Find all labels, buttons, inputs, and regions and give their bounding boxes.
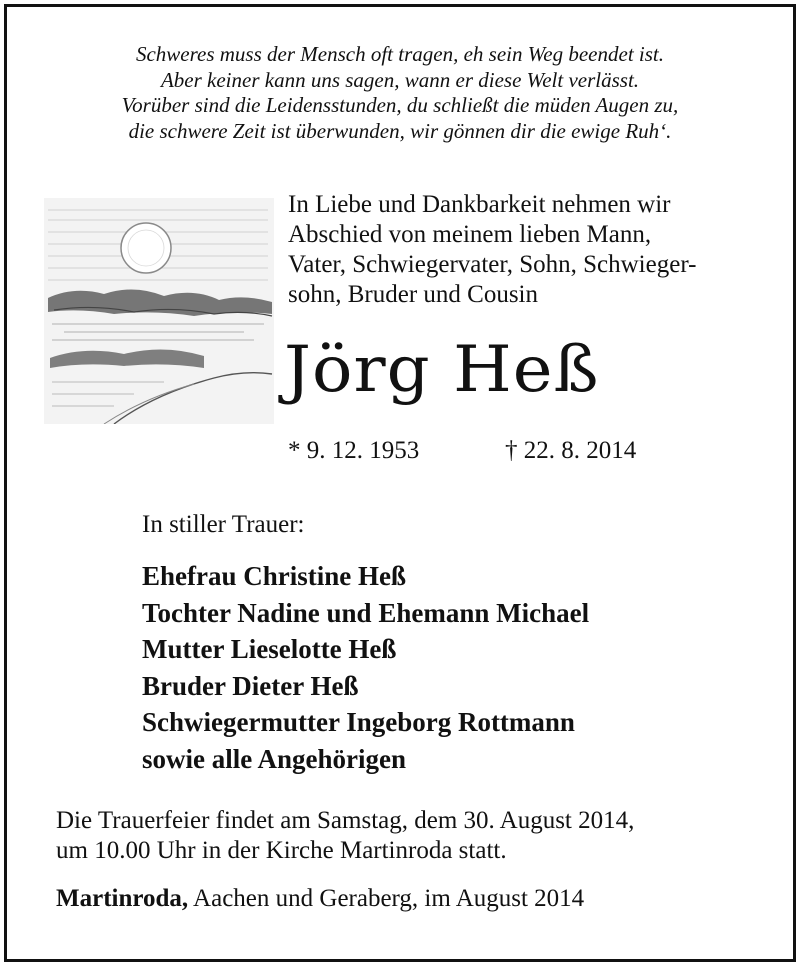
funeral-service-info — [56, 806, 634, 866]
mourner: Mutter Lieselotte Heß — [142, 634, 397, 664]
mourner: Tochter Nadine und Ehemann Michael — [142, 597, 590, 628]
mourners-heading: In stiller Trauer: — [142, 511, 305, 538]
poem-line: Schweres muss der Mensch oft tragen, eh sein Weg beendet ist. — [135, 42, 664, 66]
moon-landscape-sketch-icon — [44, 198, 274, 424]
mourner: Bruder Dieter Heß — [142, 670, 359, 701]
mourner: Ehefrau Christine Heß — [142, 561, 407, 591]
intro-line: In Liebe und Dankbarkeit nehmen wir — [288, 191, 671, 218]
poem — [0, 42, 800, 144]
poem-line: die schwere Zeit ist überwunden, wir gönnen dir die ewige Ruh‘. — [128, 118, 672, 143]
deceased-name: Jörg Heß — [284, 333, 600, 407]
service-line: um 10.00 Uhr in der Kirche Martinroda statt. — [56, 837, 507, 864]
intro-line: sohn, Bruder und Cousin — [288, 281, 538, 308]
mourner: Schwiegermutter Ingeborg Rottmann — [142, 707, 575, 737]
poem-line: Aber keiner kann uns sagen, wann er diese Welt verlässt. — [160, 67, 640, 92]
closing-rest: Aachen und Geraberg, im August 2014 — [188, 885, 585, 912]
intro-text — [288, 190, 768, 310]
service-line: Die Trauerfeier findet am Samstag, dem 30. August 2014, — [56, 807, 635, 834]
intro-line: Vater, Schwiegervater, Sohn, Schwieger- — [288, 251, 697, 278]
closing-line — [56, 884, 584, 914]
intro-line: Abschied von meinem lieben Mann, — [288, 221, 652, 248]
mourners-list — [142, 558, 589, 777]
death-date: † 22. 8. 2014 — [505, 437, 637, 464]
mourner: sowie alle Angehörigen — [142, 743, 406, 774]
closing-place: Martinroda, — [56, 885, 189, 912]
poem-line: Vorüber sind die Leidensstunden, du schließt die müden Augen zu, — [121, 93, 679, 117]
birth-date: * 9. 12. 1953 — [288, 437, 420, 464]
